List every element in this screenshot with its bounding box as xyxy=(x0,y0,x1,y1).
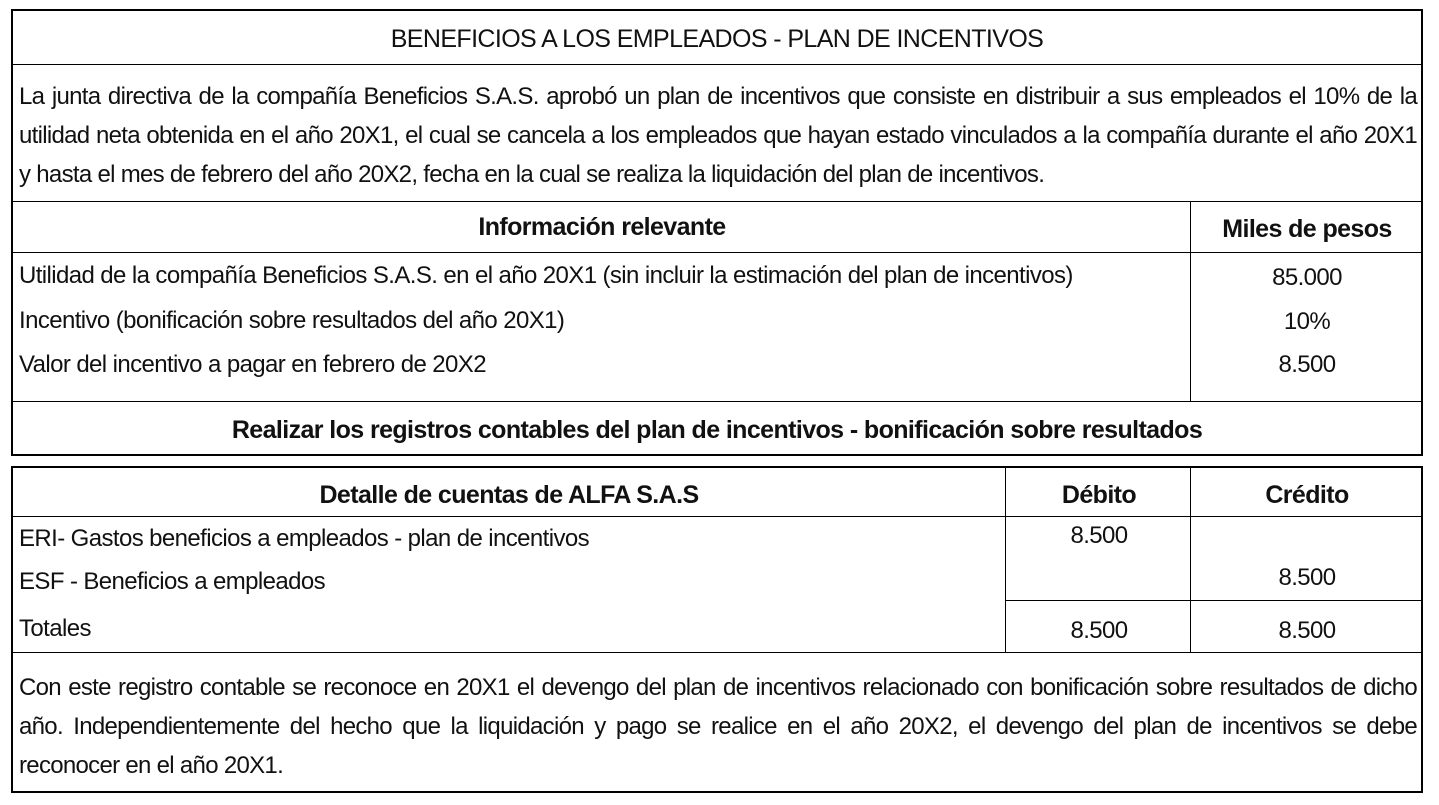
conclusion-paragraph: Con este registro contable se reconoce en 20X1 el devengo del plan de incentivos relacionado con bonificación sobre resultados de dicho año. Independientemente del hecho que la liquidación y pago se realice en el año 20X2, el devengo del plan de incentivos se debe reconocer en el año 20X1. xyxy=(19,674,1417,779)
divider xyxy=(13,516,1421,517)
document-title: BENEFICIOS A LOS EMPLEADOS - PLAN DE INCENTIVOS xyxy=(390,25,1044,53)
incentive-plan-box xyxy=(11,9,1423,456)
ledger-header-account: Detalle de cuentas de ALFA S.A.S xyxy=(319,481,699,509)
divider xyxy=(13,64,1421,65)
ledger-totals-label: Totales xyxy=(19,615,91,642)
ledger-header-debit: Débito xyxy=(1061,481,1137,509)
instruction-heading: Realizar los registros contables del plan de incentivos - bonificación sobre resultados xyxy=(231,416,1203,444)
info-row-value: 85.000 xyxy=(1272,264,1342,291)
ledger-row-debit xyxy=(1007,561,1191,595)
info-row-label: Valor del incentivo a pagar en febrero de 20X2 xyxy=(19,351,486,378)
ledger-header-credit: Crédito xyxy=(1265,481,1349,509)
info-row-value: 10% xyxy=(1283,308,1331,335)
info-header-value: Miles de pesos xyxy=(1222,215,1392,243)
divider xyxy=(13,401,1421,402)
ledger-totals-debit: 8.500 xyxy=(1070,617,1128,644)
info-row-label: Utilidad de la compañía Beneficios S.A.S. en el año 20X1 (sin incluir la estimación del plan de incentivos) xyxy=(19,262,1073,289)
info-row-value: 8.500 xyxy=(1278,351,1336,378)
divider xyxy=(13,252,1421,253)
ledger-box xyxy=(11,466,1423,793)
intro-paragraph: La junta directiva de la compañía Beneficios S.A.S. aprobó un plan de incentivos que consiste en distribuir a sus empleados el 10% de la utilidad neta obtenida en el año 20X1, el cual se cancela a los empleados que hayan estado vinculados a la compañía durante el año 20X1 y hasta el mes de febrero del año 20X2, fecha en la cual se realiza la liquidación del plan de incentivos. xyxy=(19,83,1417,188)
divider xyxy=(13,652,1421,653)
ledger-row-credit xyxy=(1193,519,1421,553)
ledger-row-credit: 8.500 xyxy=(1278,564,1336,591)
ledger-row-account: ERI- Gastos beneficios a empleados - plan de incentivos xyxy=(19,525,589,552)
info-header-label: Información relevante xyxy=(478,213,726,241)
column-divider xyxy=(1005,468,1006,652)
ledger-totals-credit: 8.500 xyxy=(1278,617,1336,644)
ledger-row-debit: 8.500 xyxy=(1070,522,1128,549)
info-row-label: Incentivo (bonificación sobre resultados del año 20X1) xyxy=(19,307,565,334)
divider xyxy=(1005,600,1421,601)
column-divider xyxy=(1190,201,1191,401)
divider xyxy=(13,201,1421,202)
ledger-row-account: ESF - Beneficios a empleados xyxy=(19,568,326,595)
